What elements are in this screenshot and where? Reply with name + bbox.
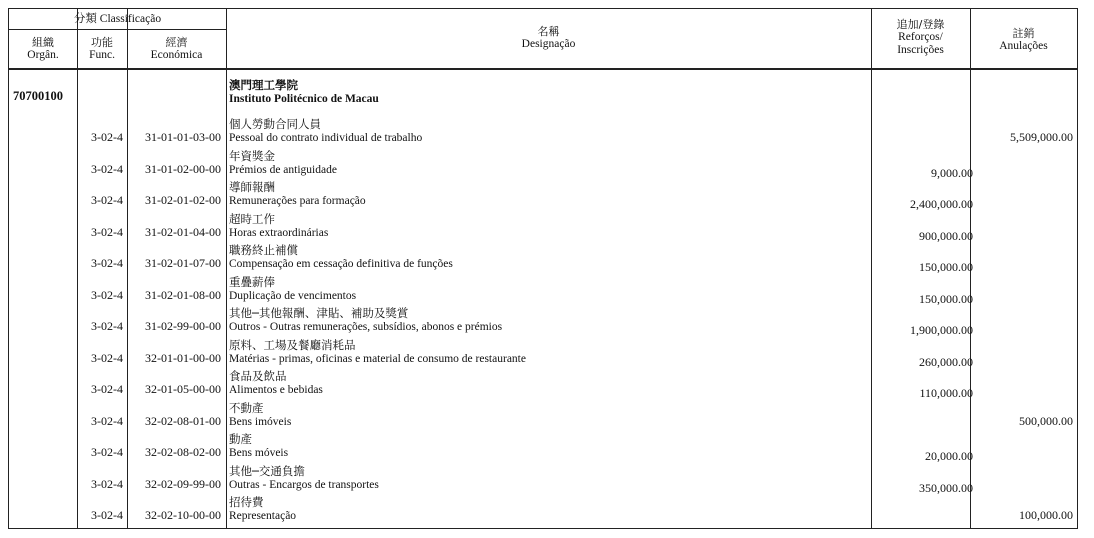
row-designation bbox=[229, 464, 379, 492]
row-designation-zh: 招待費 bbox=[229, 495, 264, 509]
org-header-zh: 組織 bbox=[32, 36, 54, 49]
row-designation bbox=[229, 432, 288, 460]
row-designation bbox=[229, 275, 356, 303]
row-designation-pt: Prémios de antiguidade bbox=[229, 163, 337, 176]
header-divider bbox=[9, 29, 226, 30]
row-econ-code: 31-02-01-07-00 bbox=[145, 256, 221, 270]
row-designation-pt: Pessoal do contrato individual de trabalho bbox=[229, 132, 423, 144]
row-econ-code: 31-02-99-00-00 bbox=[145, 319, 221, 333]
organ-title bbox=[229, 78, 379, 106]
row-designation-zh: 超時工作 bbox=[229, 211, 275, 226]
func-header-pt: Func. bbox=[89, 49, 115, 61]
organ-name-pt: Instituto Politécnico de Macau bbox=[229, 93, 379, 105]
row-designation-pt: Representação bbox=[229, 510, 297, 522]
row-func-code: 3-02-4 bbox=[91, 476, 123, 491]
row-func-code: 3-02-4 bbox=[91, 161, 123, 176]
row-reforco-amount: 110,000.00 bbox=[919, 386, 973, 400]
row-econ-code: 31-02-01-08-00 bbox=[145, 287, 221, 302]
anulacoes-header-pt: Anulações bbox=[999, 40, 1048, 52]
econ-header-pt: Económica bbox=[150, 49, 203, 61]
row-designation bbox=[229, 117, 422, 145]
anulacoes-header bbox=[970, 27, 1077, 53]
row-reforco-amount: 9,000.00 bbox=[931, 165, 973, 180]
reforcos-header-zh: 追加/登錄 bbox=[896, 18, 945, 31]
row-reforco-amount: 260,000.00 bbox=[919, 354, 973, 369]
row-designation-pt: Outros - Outras remunerações, subsídios, abonos e prémios bbox=[229, 321, 503, 333]
row-reforco-amount: 150,000.00 bbox=[919, 291, 973, 306]
row-designation bbox=[229, 495, 296, 523]
row-designation-zh: 個人勞動合同人員 bbox=[229, 117, 321, 131]
row-func-code: 3-02-4 bbox=[91, 287, 123, 302]
econ-header-zh: 經濟 bbox=[165, 36, 188, 49]
row-designation-pt: Compensação em cessação definitiva de funções bbox=[229, 258, 453, 270]
row-designation-pt: Remunerações para formação bbox=[229, 195, 366, 207]
budget-table bbox=[8, 8, 1078, 529]
designation-header bbox=[226, 25, 871, 51]
row-econ-code: 31-02-01-02-00 bbox=[145, 193, 221, 207]
row-designation-zh: 其他─交通負擔 bbox=[229, 463, 305, 478]
row-designation-zh: 動產 bbox=[229, 432, 252, 446]
row-designation-pt: Outras - Encargos de transportes bbox=[229, 478, 379, 491]
reforcos-header-pt1: Reforços/ bbox=[898, 31, 943, 43]
row-designation-pt: Duplicação de vencimentos bbox=[229, 289, 357, 302]
row-econ-code: 32-01-05-00-00 bbox=[145, 382, 221, 396]
row-designation bbox=[229, 369, 323, 397]
row-func-code: 3-02-4 bbox=[91, 224, 123, 239]
row-econ-code: 31-01-01-03-00 bbox=[145, 130, 221, 144]
designation-header-pt: Designação bbox=[521, 38, 576, 50]
row-anulacao-amount: 100,000.00 bbox=[1019, 508, 1073, 522]
column-divider bbox=[77, 9, 78, 528]
row-designation bbox=[229, 212, 328, 240]
row-designation-pt: Matérias - primas, oficinas e material de consumo de restaurante bbox=[229, 352, 526, 365]
reforcos-header bbox=[871, 18, 970, 57]
row-designation bbox=[229, 180, 366, 208]
row-func-code: 3-02-4 bbox=[91, 413, 123, 428]
row-econ-code: 31-02-01-04-00 bbox=[145, 224, 221, 239]
organ-name-zh: 澳門理工學院 bbox=[229, 78, 298, 92]
row-anulacao-amount: 5,509,000.00 bbox=[1010, 130, 1073, 144]
row-econ-code: 32-01-01-00-00 bbox=[145, 350, 221, 365]
row-designation-pt: Horas extraordinárias bbox=[229, 226, 329, 239]
row-econ-code: 32-02-09-99-00 bbox=[145, 476, 221, 491]
row-reforco-amount: 900,000.00 bbox=[919, 228, 973, 243]
designation-header-zh: 名稱 bbox=[537, 25, 560, 38]
org-header-pt: Orgân. bbox=[27, 49, 59, 61]
row-designation-zh: 年資獎金 bbox=[229, 148, 275, 163]
row-econ-code: 32-02-08-01-00 bbox=[145, 413, 221, 428]
row-designation bbox=[229, 243, 453, 271]
row-func-code: 3-02-4 bbox=[91, 193, 123, 207]
func-header-zh: 功能 bbox=[91, 36, 113, 49]
row-designation-pt: Bens imóveis bbox=[229, 415, 292, 428]
row-designation-zh: 職務終止補償 bbox=[229, 243, 298, 257]
org-header bbox=[9, 36, 77, 62]
row-reforco-amount: 2,400,000.00 bbox=[910, 197, 973, 211]
organ-code: 70700100 bbox=[13, 89, 63, 103]
row-func-code: 3-02-4 bbox=[91, 256, 123, 270]
row-func-code: 3-02-4 bbox=[91, 445, 123, 459]
row-designation-pt: Bens móveis bbox=[229, 447, 289, 459]
row-designation bbox=[229, 149, 337, 177]
row-func-code: 3-02-4 bbox=[91, 350, 123, 365]
row-designation-zh: 原料、工場及餐廳消耗品 bbox=[229, 337, 356, 352]
row-designation-pt: Alimentos e bebidas bbox=[229, 384, 323, 396]
row-func-code: 3-02-4 bbox=[91, 508, 123, 522]
row-econ-code: 32-02-10-00-00 bbox=[145, 508, 221, 522]
row-reforco-amount: 20,000.00 bbox=[925, 449, 973, 463]
row-anulacao-amount: 500,000.00 bbox=[1019, 413, 1073, 428]
row-designation-zh: 導師報酬 bbox=[229, 180, 275, 194]
row-designation-zh: 其他─其他報酬、津貼、補助及獎賞 bbox=[229, 306, 409, 320]
row-reforco-amount: 150,000.00 bbox=[919, 260, 973, 274]
func-header bbox=[77, 36, 127, 62]
row-designation-zh: 重疊薪俸 bbox=[229, 274, 275, 289]
row-designation bbox=[229, 401, 291, 429]
row-func-code: 3-02-4 bbox=[91, 382, 123, 396]
row-econ-code: 32-02-08-02-00 bbox=[145, 445, 221, 459]
row-func-code: 3-02-4 bbox=[91, 319, 123, 333]
classification-header: 分類 Classificação bbox=[73, 13, 162, 25]
row-reforco-amount: 1,900,000.00 bbox=[910, 323, 973, 337]
row-reforco-amount: 350,000.00 bbox=[919, 480, 973, 495]
row-econ-code: 31-01-02-00-00 bbox=[145, 161, 221, 176]
row-designation bbox=[229, 338, 526, 366]
reforcos-header-pt2: Inscrições bbox=[897, 44, 944, 56]
row-func-code: 3-02-4 bbox=[91, 130, 123, 144]
econ-header bbox=[127, 36, 226, 62]
header-bottom-rule bbox=[9, 68, 1077, 70]
anulacoes-header-zh: 註銷 bbox=[1012, 27, 1035, 40]
row-designation-zh: 不動產 bbox=[229, 400, 264, 415]
row-designation-zh: 食品及飲品 bbox=[229, 369, 287, 383]
row-designation bbox=[229, 306, 502, 334]
